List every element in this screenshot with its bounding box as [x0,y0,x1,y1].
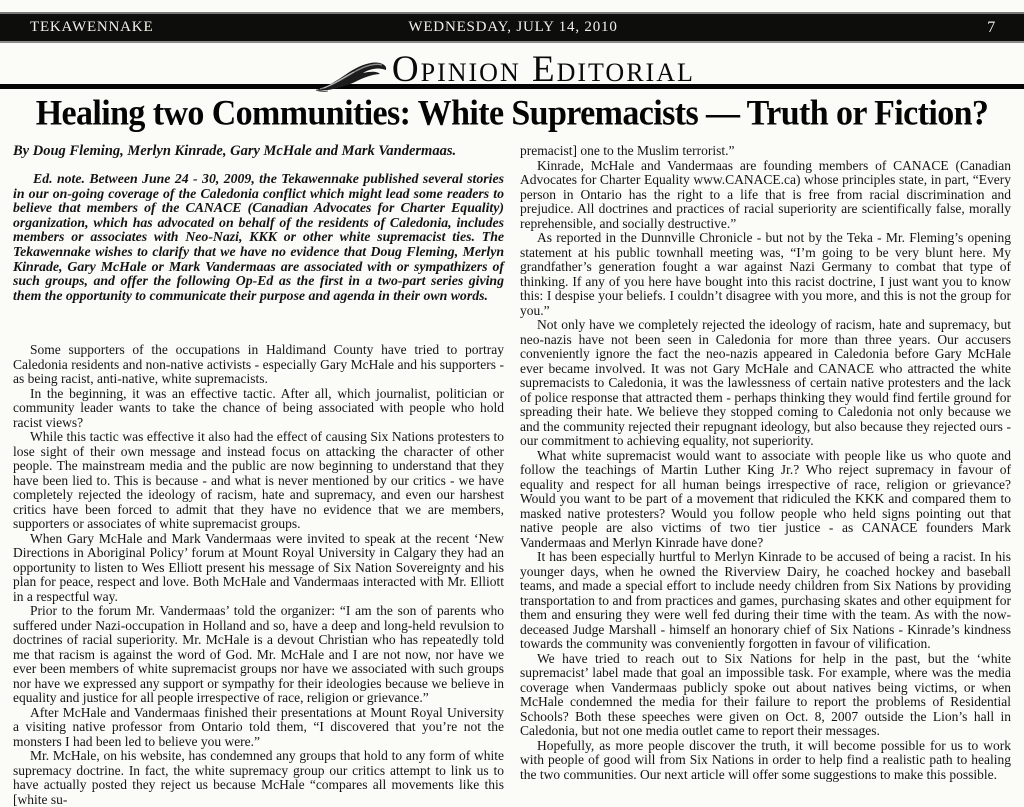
paragraph: Mr. McHale, on his website, has condemned any groups that hold to any form of white supremacy doctrine. In fact, the white supremacy group our critics attempt to link us to have actually posted they reject us because McHale “compares all movements like this [white su- [13,748,504,807]
section-banner [0,43,1024,89]
article-headline: Healing two Communities: White Supremacists — Truth or Fiction? [35,94,989,134]
paragraph: Prior to the forum Mr. Vandermaas’ told the organizer: “I am the son of parents who suffered under Nazi-occupation in Holland and so, have a deep and long-held revulsion to doctrines of racial superiority. Mr. McHale is a devout Christian who has repeatedly told me that racism is against the word of God. Mr. McHale and I are not now, nor have we ever been members of white supremacist groups nor have we associated with such groups nor have we expressed any support or sympathy for their ideologies because we believe in equality and justice for all people irrespective of race, religion or grievance.” [13,603,504,706]
masthead-bar [0,12,1024,43]
paragraph: In the beginning, it was an effective tactic. After all, which journalist, politician or community leader wants to take the chance of being associated with people who hold racist views? [13,385,504,430]
paragraph: Hopefully, as more people discover the truth, it will become possible for us to work with people of good will from Six Nations in order to help find a realistic path to healing the two communities. Our next article will offer some suggestions to make this possible. [520,737,1011,782]
paragraph: When Gary McHale and Mark Vandermaas were invited to speak at the recent ‘New Directions in Aboriginal Policy’ forum at Mount Royal University in Calgary they had an opportunity to listen to Wes Elliott present his message of Six Nation Sovereignty and his plan for peace, respect and love. Both McHale and Vandermaas interacted with Mr. Elliott in a respectful way. [13,530,504,604]
paragraph: It has been especially hurtful to Merlyn Kinrade to be accused of being a racist. In his younger days, when he owned the Riverview Dairy, he coached hockey and baseball teams, and made a special effort to include needy children from Six Nations by providing transportation to and from practices and games, purchasing skates and other equipment for them and ensuring they were well fed during their time with the team. As with the now-deceased Judge Marshall - himself an honorary chief of Six Nations - Kinrade’s kindness towards the community was conveniently forgotten in favour of vilification. [520,549,1011,651]
paper-name: TEKAWENNAKE [30,19,154,35]
quill-feather-icon [314,58,388,94]
page-number: 7 [987,18,997,36]
section-title: Opinion Editorial [391,49,695,90]
paragraph: While this tactic was effective it also had the effect of causing Six Nations protesters to lose sight of their own message and instead focus on attacking the character of other people. The mainstream media and the public are now beginning to understand that they have been lied to. This is because - and what is never mentioned by our critics - we have completely rejected the ideology of racism, hate and supremacy, and even our harshest critics have been forced to admit that they have no evidence that we are members, supporters or associates of white supremacist groups. [13,429,504,532]
left-column [13,144,504,807]
paragraph-continuation: premacist] one to the Muslim terrorist.” [520,143,735,158]
newspaper-page [0,12,1024,807]
issue-date: WEDNESDAY, JULY 14, 2010 [408,19,618,35]
editors-note: Ed. note. Between June 24 - 30, 2009, the Tekawennake published several stories in our on-going coverage of the Caledonia conflict which might lead some readers to believe that members of the CANACE (Canadian Advocates for Charter Equality) organization, which has advocated on behalf of the residents of Caledonia, includes members or associates with Neo-Nazi, KKK or other white supremacist ties. The Tekawennake wishes to clarify that we have no evidence that Doug Fleming, Merlyn Kinrade, Gary McHale or Mark Vandermaas are associated with or sympathizers of such groups, and offer the following Op-Ed as the first in a two-part series giving them the opportunity to communicate their purpose and agenda in their own words. [13,171,504,303]
paragraph: Not only have we completely rejected the ideology of racism, hate and supremacy, but neo-nazis have not been seen in Caledonia for more than three years. Our accusers conveniently ignore the fact the neo-nazis appeared in Caledonia before Gary McHale ever became involved. It was not Gary McHale and CANACE who attracted the white supremacists to Caledonia, it was the lawlessness of certain native protesters and the lack of police response that attracted them - perhaps thinking they would find fertile ground for spreading their hate. We believe they stopped coming to Caledonia not only because we and the community rejected their repugnant ideology, but also because they rejected ours - our commitment to achieving equality, not superiority. [520,317,1011,448]
paragraph: Kinrade, McHale and Vandermaas are founding members of CANACE (Canadian Advocates for Charter Equality www.CANACE.ca) whose principles state, in part, “Every person in Ontario has the right to a life that is free from racial discrimination and prejudice. All doctrines and practices of racial superiority are scientifically false, morally reprehensible, and socially destructive.” [520,157,1011,231]
byline: By Doug Fleming, Merlyn Kinrade, Gary McHale and Mark Vandermaas. [13,143,457,159]
paragraph: As reported in the Dunnville Chronicle - but not by the Teka - Mr. Fleming’s opening statement at his public townhall meeting was, “I’m going to be very blunt here. My grandfather’s generation fought a war against Nazi Germany to combat that type of thinking. If any of you here have bought into this racist doctrine, I just want you to know this: I despise your beliefs. I couldn’t disagree with you more, and this is not the group for you.” [520,230,1011,318]
paragraph: Some supporters of the occupations in Haldimand County have tried to portray Caledonia residents and non-native activists - especially Gary McHale and his supporters - as being racist, anti-native, white supremacists. [13,342,504,387]
paragraph: We have tried to reach out to Six Nations for help in the past, but the ‘white supremacist’ label made that goal an impossible task. For example, where was the media coverage when Vandermaas publicly spoke out about natives being victims, or when McHale condemned the media for their failure to report the problems of Residential Schools? Both these speeches were given on Oct. 8, 2007 outside the Lion’s hall in Caledonia, but not one media outlet came to report their messages. [520,650,1011,738]
right-column [520,144,1011,807]
paragraph: What white supremacist would want to associate with people like us who quote and follow the teachings of Martin Luther King Jr.? Who reject supremacy in favour of equality and respect for all human beings irrespective of race, religion or grievance? Would you want to be part of a movement that ridiculed the KKK and compared them to masked native protesters? Would you follow people who held signs pointing out that native people are also victims of two tier justice - as CANACE founders Mark Vandermaas and Merlyn Kinrade have done? [520,447,1011,550]
article-body [0,134,1024,807]
paragraph: After McHale and Vandermaas finished their presentations at Mount Royal University a visiting native professor from Ontario told them, “I discovered that you’re not the monsters I had been led to believe you were.” [13,704,504,749]
